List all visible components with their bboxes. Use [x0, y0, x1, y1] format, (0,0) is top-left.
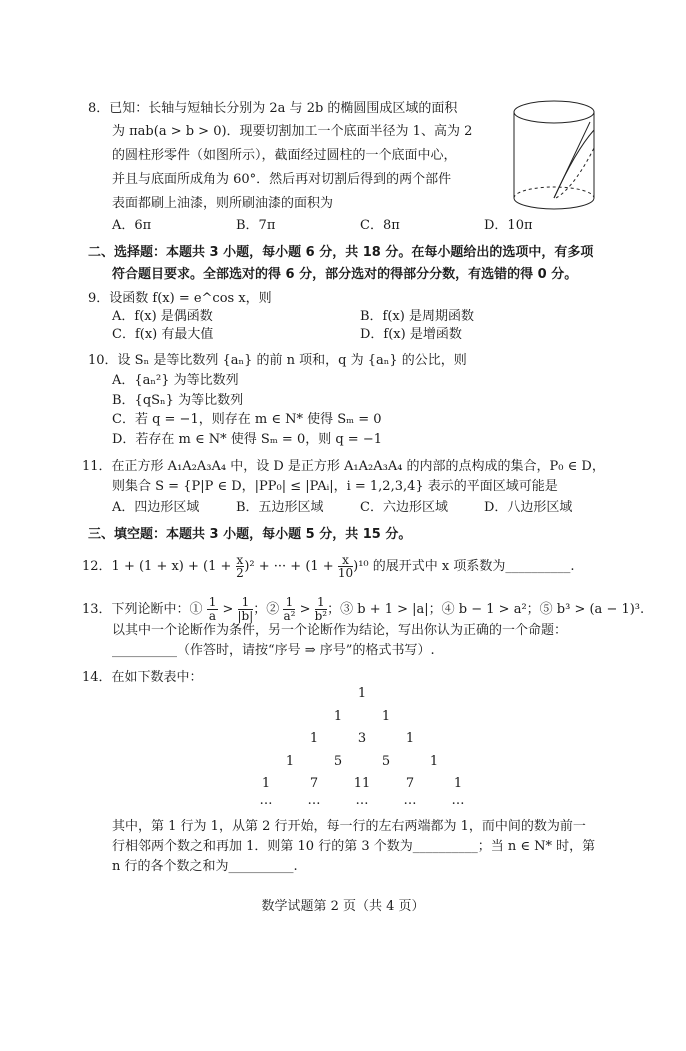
q9-option-b: B．f(x) 是周期函数 [360, 309, 474, 324]
q11-option-b: B．五边形区域 [236, 500, 324, 515]
triangle-cell: 7 [309, 776, 319, 791]
q8-option-a: A．6π [112, 218, 152, 233]
triangle-cell: 11 [353, 776, 371, 791]
section2-line-2: 符合题目要求。全部选对的得 6 分，部分选对的得部分分数，有选错的得 0 分。 [112, 267, 578, 282]
q12-number: 12． [82, 559, 112, 574]
triangle-cell: 1 [333, 709, 343, 724]
triangle-cell: 3 [357, 731, 367, 746]
q13-prefix: 13．下列论断中：① [82, 602, 203, 617]
triangle-cell: … [259, 793, 273, 808]
q8-option-d: D．10π [484, 218, 533, 233]
triangle-cell: 5 [333, 754, 343, 769]
q10-option-a: A．{aₙ²} 为等比数列 [112, 373, 239, 388]
q13-f3-num: 1 [283, 596, 295, 610]
q14-stem: 14．在如下数表中： [82, 670, 203, 685]
q14-line-1: 其中，第 1 行为 1，从第 2 行开始，每一行的左右两端都为 1，而中间的数为前一 [112, 819, 586, 834]
triangle-cell: 1 [309, 731, 319, 746]
q8-line-3: 的圆柱形零件（如图所示），截面经过圆柱的一个底面中心， [112, 148, 457, 163]
q9-option-c: C．f(x) 有最大值 [112, 327, 214, 342]
q13-fraction-2 [238, 596, 254, 623]
q8-line-2: 为 πab(a > b > 0)．现要切割加工一个底面半径为 1、高为 2 [112, 124, 473, 139]
q10-option-b: B．{qSₙ} 为等比数列 [112, 393, 244, 408]
triangle-cell: 1 [285, 754, 295, 769]
triangle-cell: 1 [357, 686, 367, 701]
q14-line-3: n 行的各个数之和为__________. [112, 859, 298, 874]
q12-fraction-2 [338, 554, 353, 579]
q13-fraction-3 [283, 596, 295, 623]
q13-tail: ；③ b + 1 > |a|；④ b − 1 > a²；⑤ b³ > (a − 1)³. [327, 602, 645, 617]
triangle-cell: … [451, 793, 465, 808]
q14-line-2: 行相邻两个数之和再加 1．则第 10 行的第 3 个数为__________；当 n ∈ N* 时，第 [112, 839, 596, 854]
q12-term-1: 1 + (1 + x) + (1 + [111, 559, 232, 574]
q13-line-2: 以其中一个论断作为条件，另一个论断作为结论，写出你认为正确的一个命题： [112, 623, 568, 638]
q12-term-3: )¹⁰ 的展开式中 x 项系数为 [353, 559, 506, 574]
triangle-cell: 1 [381, 709, 391, 724]
q13-gt-1: > [222, 602, 234, 617]
q13-line-3: __________（作答时，请按“序号 ⇒ 序号”的格式书写）. [112, 643, 435, 658]
q13-f4-den: b² [314, 609, 328, 623]
q8-line-5: 表面都刷上油漆，则所刷油漆的面积为 [112, 196, 334, 211]
page-footer: 数学试题第 2 页（共 4 页） [261, 899, 425, 914]
triangle-cell: 1 [261, 776, 271, 791]
q10-option-c: C．若 q = −1，则存在 m ∈ N* 使得 Sₘ = 0 [112, 412, 382, 427]
q8-option-c: C．8π [360, 218, 400, 233]
q9-option-d: D．f(x) 是增函数 [360, 327, 462, 342]
triangle-cell: 5 [381, 754, 391, 769]
q13-mid: ；② [253, 602, 280, 617]
q11-line-1: 11．在正方形 A₁A₂A₃A₄ 中，设 D 是正方形 A₁A₂A₃A₄ 的内部的点构成的集合，P₀ ∈ D， [82, 459, 605, 474]
q13-f3-den: a² [283, 609, 296, 623]
q13-f4-num: 1 [315, 596, 328, 610]
section2-line-1: 二、选择题：本题共 3 小题，每小题 6 分，共 18 分。在每小题给出的选项中，有多项 [88, 245, 594, 260]
q12-line [82, 554, 575, 579]
cylinder-figure [508, 98, 600, 220]
q12-end: . [570, 559, 575, 574]
q12-fraction-1 [236, 554, 245, 579]
triangle-cell: 1 [453, 776, 463, 791]
triangle-cell: 1 [429, 754, 439, 769]
section3-heading: 三、填空题：本题共 3 小题，每小题 5 分，共 15 分。 [88, 527, 412, 542]
q13-f2-num: 1 [238, 596, 254, 610]
q12-frac1-den: 2 [236, 566, 244, 580]
q8-line-4: 并且与底面所成角为 60°．然后再对切割后得到的两个部件 [112, 172, 452, 187]
q11-line-2: 则集合 S = {P|P ∈ D，|PP₀| ≤ |PAᵢ|，i = 1,2,3,4} 表示的平面区域可能是 [112, 479, 558, 494]
q13-f1-den: a [208, 609, 217, 623]
q8-option-b: B．7π [236, 218, 276, 233]
q13-fraction-1 [207, 596, 219, 623]
q13-gt-2: > [299, 602, 311, 617]
triangle-cell: … [307, 793, 321, 808]
triangle-cell: … [403, 793, 417, 808]
q9-option-a: A．f(x) 是偶函数 [112, 309, 213, 324]
q13-line-1 [82, 596, 644, 623]
triangle-cell: 7 [405, 776, 415, 791]
q11-option-d: D．八边形区域 [484, 500, 573, 515]
q11-option-c: C．六边形区域 [360, 500, 448, 515]
q12-term-2: )² + ··· + (1 + [244, 559, 334, 574]
q12-frac2-num: x [338, 554, 353, 567]
q13-f2-den: |b| [237, 609, 254, 623]
q12-frac1-num: x [236, 553, 244, 567]
q12-answer-blank[interactable]: __________ [505, 559, 571, 574]
q12-frac2-den: 10 [337, 566, 354, 580]
q10-stem: 10．设 Sₙ 是等比数列 {aₙ} 的前 n 项和，q 为 {aₙ} 的公比，则 [88, 353, 467, 368]
q10-option-d: D．若存在 m ∈ N* 使得 Sₘ = 0，则 q = −1 [112, 432, 382, 447]
q8-line-1: 8．已知：长轴与短轴长分别为 2a 与 2b 的椭圆围成区域的面积 [88, 101, 458, 116]
triangle-cell: 1 [405, 731, 415, 746]
triangle-cell: … [355, 793, 369, 808]
q13-fraction-4 [315, 596, 328, 623]
q9-stem: 9．设函数 f(x) = e^cos x，则 [88, 291, 272, 306]
q13-f1-num: 1 [208, 595, 217, 609]
q11-option-a: A．四边形区域 [112, 500, 200, 515]
